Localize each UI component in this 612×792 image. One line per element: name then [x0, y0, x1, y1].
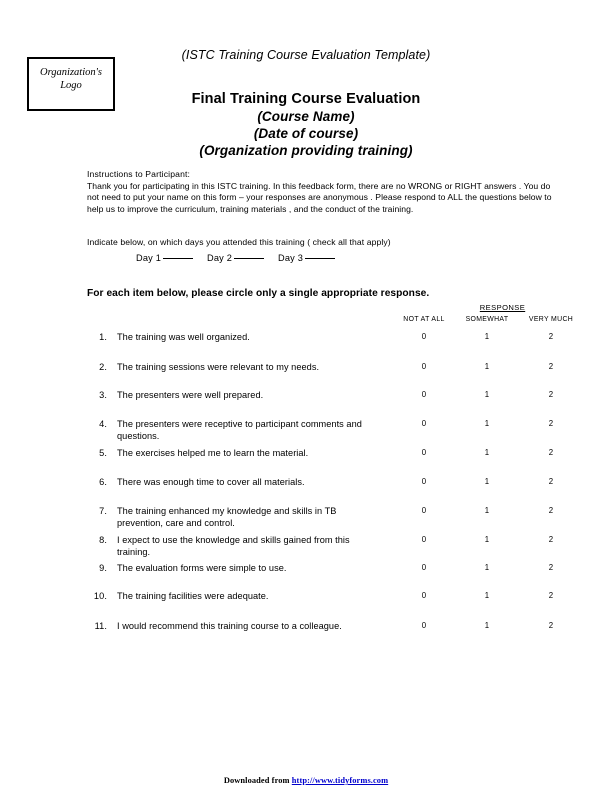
- response-option-2[interactable]: 2: [548, 562, 554, 572]
- question-response-options: [390, 362, 590, 374]
- footer: [0, 776, 612, 785]
- question-number: 8.: [99, 534, 107, 545]
- question-number: 11.: [94, 620, 107, 631]
- response-option-0[interactable]: 0: [421, 591, 427, 600]
- attendance-day-label: Day 2: [207, 253, 233, 263]
- response-option-0[interactable]: 0: [421, 447, 427, 457]
- response-option-1[interactable]: 1: [484, 534, 490, 544]
- question-text: The presenters were receptive to participant comments and questions.: [117, 418, 362, 441]
- response-column-header-1: SOMEWHAT: [465, 316, 509, 323]
- question-text: The presenters were well prepared.: [117, 390, 264, 400]
- question-row: [0, 476, 612, 505]
- attendance-day-2[interactable]: [207, 253, 264, 263]
- response-option-1[interactable]: 1: [484, 477, 490, 486]
- question-row: [0, 361, 612, 390]
- response-option-1[interactable]: 1: [484, 562, 490, 572]
- instructions-body: Thank you for participating in this ISTC training. In this feedback form, there are no WRONG or RIGHT answers . You do not need to put your name on this form – your responses are anonymous . Please respond to ALL the questions below to help us to improve the curriculum, training materials , and the conduct of the training.: [87, 180, 552, 214]
- question-number: 7.: [99, 505, 107, 516]
- question-text: The training was well organized.: [117, 332, 250, 342]
- response-option-1[interactable]: 1: [484, 591, 490, 600]
- response-option-1[interactable]: 1: [484, 447, 490, 457]
- question-number: 2.: [99, 361, 107, 372]
- question-text: The training enhanced my knowledge and skills in TB prevention, care and control.: [117, 505, 337, 528]
- response-option-2[interactable]: 2: [548, 390, 554, 399]
- attendance-day-label: Day 1: [136, 253, 162, 263]
- logo-line-2: Logo: [60, 80, 82, 91]
- footer-label: Downloaded from: [223, 776, 292, 785]
- question-row: [0, 534, 612, 562]
- course-name-placeholder: (Course Name): [257, 109, 355, 124]
- response-option-2[interactable]: 2: [548, 534, 554, 544]
- question-response-options: [390, 332, 590, 344]
- question-text: I would recommend this training course to a colleague.: [117, 620, 342, 631]
- response-option-0[interactable]: 0: [421, 418, 427, 428]
- attendance-instruction: Indicate below, on which days you attended this training ( check all that apply): [87, 237, 391, 247]
- response-option-1[interactable]: 1: [484, 620, 490, 630]
- response-option-2[interactable]: 2: [548, 477, 554, 486]
- attendance-days-row: [136, 253, 349, 263]
- question-row: [0, 562, 612, 591]
- response-option-2[interactable]: 2: [548, 332, 554, 341]
- question-row: [0, 590, 612, 620]
- response-option-2[interactable]: 2: [548, 418, 554, 428]
- question-text: The training facilities were adequate.: [117, 591, 269, 601]
- response-column-header-0: NOT AT ALL: [403, 316, 445, 323]
- question-text: There was enough time to cover all materials.: [117, 477, 305, 487]
- question-row: [0, 389, 612, 418]
- response-option-0[interactable]: 0: [421, 361, 427, 371]
- response-option-2[interactable]: 2: [548, 620, 554, 630]
- response-option-0[interactable]: 0: [421, 620, 427, 630]
- response-option-1[interactable]: 1: [484, 390, 490, 399]
- instructions-block: [87, 169, 559, 215]
- question-number: 9.: [99, 562, 107, 573]
- question-response-options: [390, 563, 590, 575]
- attendance-day-blank[interactable]: [234, 258, 264, 259]
- question-text: The training sessions were relevant to my needs.: [117, 361, 320, 372]
- section-instruction: For each item below, please circle only a single appropriate response.: [87, 288, 430, 299]
- response-option-2[interactable]: 2: [548, 505, 554, 515]
- attendance-day-blank[interactable]: [163, 258, 193, 259]
- response-option-2[interactable]: 2: [548, 447, 554, 457]
- instructions-heading: Instructions to Participant:: [87, 169, 191, 179]
- question-response-options: [390, 506, 590, 518]
- response-column-header-2: VERY MUCH: [528, 316, 574, 323]
- response-option-2[interactable]: 2: [548, 361, 554, 371]
- question-text: I expect to use the knowledge and skills gained from this training.: [117, 534, 350, 557]
- response-option-0[interactable]: 0: [421, 562, 427, 572]
- question-response-options: [390, 591, 590, 603]
- question-response-options: [390, 477, 590, 489]
- question-text: The exercises helped me to learn the material.: [117, 447, 309, 458]
- question-response-options: [390, 390, 590, 402]
- question-number: 5.: [99, 447, 107, 458]
- response-option-2[interactable]: 2: [548, 591, 554, 600]
- attendance-day-1[interactable]: [136, 253, 193, 263]
- footer-link[interactable]: http://www.tidyforms.com: [291, 776, 389, 785]
- response-option-0[interactable]: 0: [421, 390, 427, 399]
- title-block: [0, 90, 612, 159]
- question-number: 10.: [93, 591, 107, 601]
- attendance-day-label: Day 3: [278, 253, 304, 263]
- question-number: 6.: [99, 477, 107, 487]
- response-option-0[interactable]: 0: [421, 534, 427, 544]
- question-response-options: [390, 448, 590, 460]
- question-response-options: [390, 419, 590, 431]
- page-title: Final Training Course Evaluation: [191, 91, 421, 107]
- question-text: The evaluation forms were simple to use.: [117, 562, 287, 573]
- question-row: [0, 620, 612, 634]
- template-subtitle: (ISTC Training Course Evaluation Template): [181, 48, 431, 62]
- response-option-1[interactable]: 1: [484, 418, 490, 428]
- response-group-label: RESPONSE: [479, 303, 526, 312]
- question-list: [0, 331, 612, 634]
- question-number: 4.: [99, 418, 107, 429]
- course-date-placeholder: (Date of course): [253, 126, 359, 141]
- logo-line-1: Organization's: [40, 67, 102, 78]
- question-number: 1.: [99, 332, 107, 342]
- response-option-1[interactable]: 1: [484, 505, 490, 515]
- organization-placeholder: (Organization providing training): [199, 143, 413, 158]
- response-option-1[interactable]: 1: [484, 361, 490, 371]
- response-option-0[interactable]: 0: [421, 332, 427, 341]
- response-option-0[interactable]: 0: [421, 477, 427, 486]
- question-number: 3.: [99, 390, 107, 400]
- question-row: [0, 331, 612, 361]
- question-response-options: [390, 621, 590, 633]
- question-response-options: [390, 535, 590, 547]
- question-row: [0, 447, 612, 477]
- response-column-headers: [390, 316, 590, 327]
- question-row: [0, 418, 612, 447]
- response-option-1[interactable]: 1: [484, 332, 490, 341]
- attendance-day-3[interactable]: [278, 253, 335, 263]
- attendance-day-blank[interactable]: [305, 258, 335, 259]
- question-row: [0, 505, 612, 534]
- response-option-0[interactable]: 0: [421, 505, 427, 515]
